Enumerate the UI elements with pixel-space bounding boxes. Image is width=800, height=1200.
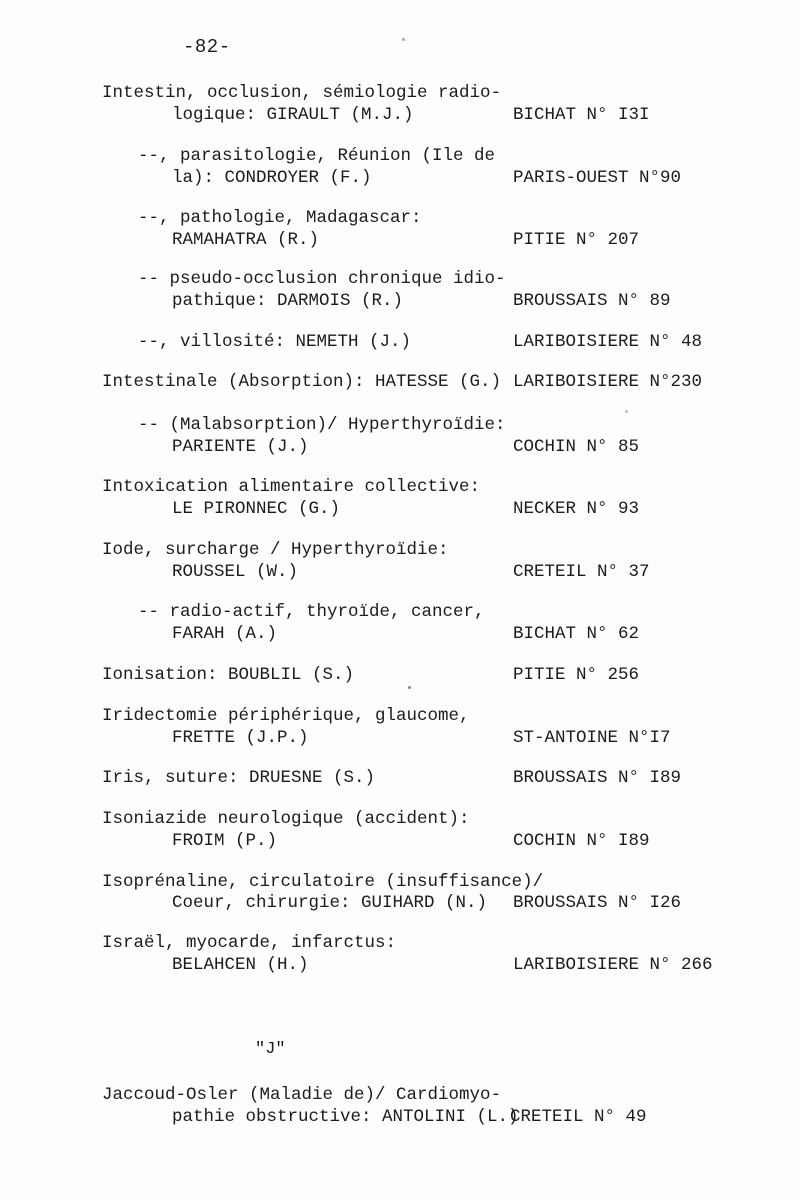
entry-reference: BROUSSAIS N° 89 — [513, 291, 671, 311]
entry-line: logique: GIRAULT (M.J.) — [172, 105, 414, 125]
entry-line: Intestin, occlusion, sémiologie radio- — [102, 83, 502, 103]
entry-line: Israël, myocarde, infarctus: — [102, 933, 397, 953]
entry-reference: LARIBOISIERE N° 48 — [513, 332, 703, 352]
letter-heading: "J" — [255, 1040, 286, 1059]
entry-reference: PITIE N° 207 — [513, 230, 640, 250]
entry-line: Ionisation: BOUBLIL (S.) — [102, 665, 355, 685]
entry-reference: BICHAT N° I3I — [513, 105, 650, 125]
entry-line: Intestinale (Absorption): HATESSE (G.) — [102, 372, 502, 392]
entry-line: Isoprénaline, circulatoire (insuffisance)/ — [102, 872, 544, 892]
entry-reference: COCHIN N° I89 — [513, 831, 650, 851]
entry-reference: PARIS-OUEST N°90 — [513, 168, 682, 188]
entry-line: pathie obstructive: ANTOLINI (L.) — [172, 1107, 519, 1127]
entry-reference: PITIE N° 256 — [513, 665, 640, 685]
entry-reference: ST-ANTOINE N°I7 — [513, 728, 671, 748]
entry-reference: CRETEIL N° 49 — [510, 1107, 647, 1127]
entry-line: Iridectomie périphérique, glaucome, — [102, 706, 470, 726]
entry-line: --, pathologie, Madagascar: — [138, 208, 422, 228]
entry-line: -- pseudo-occlusion chronique idio- — [138, 269, 506, 289]
scan-speck — [408, 686, 411, 689]
entry-reference: LARIBOISIERE N° 266 — [513, 955, 713, 975]
entry-line: ROUSSEL (W.) — [172, 562, 299, 582]
entry-line: RAMAHATRA (R.) — [172, 230, 320, 250]
entry-line: FRETTE (J.P.) — [172, 728, 309, 748]
entry-line: Isoniazide neurologique (accident): — [102, 809, 470, 829]
scan-speck — [625, 410, 628, 413]
entry-line: PARIENTE (J.) — [172, 437, 309, 457]
page-number: -82- — [183, 36, 231, 58]
entry-line: pathique: DARMOIS (R.) — [172, 291, 404, 311]
entry-line: Jaccoud-Osler (Maladie de)/ Cardiomyo- — [102, 1085, 502, 1105]
entry-reference: COCHIN N° 85 — [513, 437, 640, 457]
entry-line: la): CONDROYER (F.) — [172, 168, 372, 188]
entry-line: LE PIRONNEC (G.) — [172, 499, 341, 519]
entry-reference: BROUSSAIS N° I26 — [513, 893, 682, 913]
entry-reference: LARIBOISIERE N°230 — [513, 372, 703, 392]
entry-reference: NECKER N° 93 — [513, 499, 640, 519]
entry-line: Iris, suture: DRUESNE (S.) — [102, 768, 376, 788]
entry-line: --, parasitologie, Réunion (Ile de — [138, 146, 496, 166]
entry-line: Coeur, chirurgie: GUIHARD (N.) — [172, 893, 488, 913]
entry-line: Intoxication alimentaire collective: — [102, 477, 481, 497]
entry-line: Iode, surcharge / Hyperthyroïdie: — [102, 540, 449, 560]
entry-reference: BICHAT N° 62 — [513, 624, 640, 644]
scan-speck — [402, 38, 405, 41]
entry-reference: BROUSSAIS N° I89 — [513, 768, 682, 788]
entry-line: BELAHCEN (H.) — [172, 955, 309, 975]
entry-line: FARAH (A.) — [172, 624, 278, 644]
entry-line: FROIM (P.) — [172, 831, 278, 851]
entry-reference: CRETEIL N° 37 — [513, 562, 650, 582]
entry-line: -- (Malabsorption)/ Hyperthyroïdie: — [138, 415, 506, 435]
entry-line: --, villosité: NEMETH (J.) — [138, 332, 412, 352]
entry-line: -- radio-actif, thyroïde, cancer, — [138, 602, 485, 622]
